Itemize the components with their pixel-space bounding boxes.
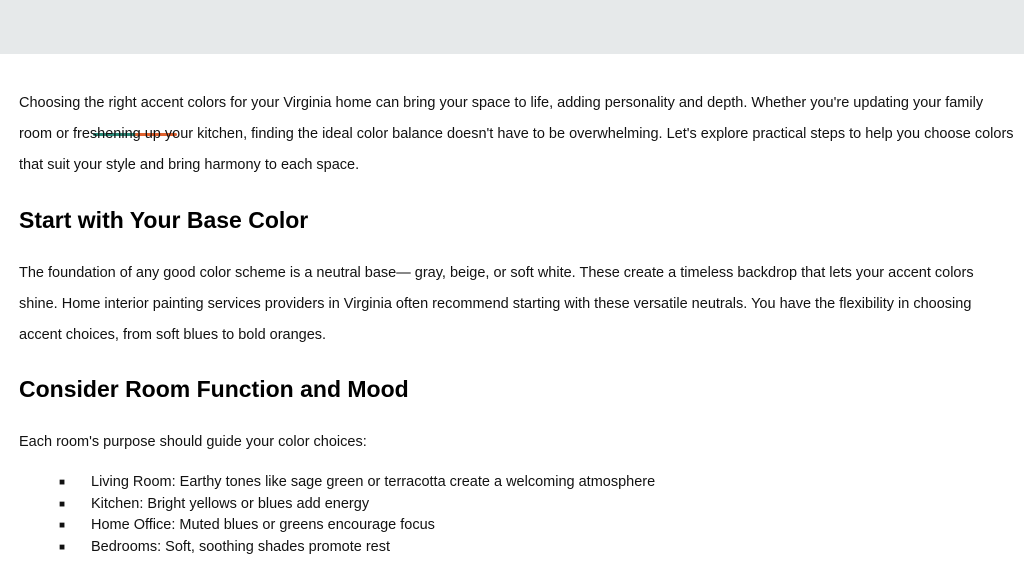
intro-paragraph: Choosing the right accent colors for your Virginia home can bring your space to life, adding personality and depth. Whether you're updating your family room or freshening up your kitchen, finding the ideal color balance doesn't have to be overwhelming. Let's explore practical steps to help you choose colors that suit your style and bring harmony to each space. (19, 95, 1014, 173)
square-bullet-icon: ■ (59, 498, 66, 510)
square-bullet-icon: ■ (59, 541, 66, 553)
section-heading-room-function: Consider Room Function and Mood (19, 376, 409, 402)
section-heading-base-color: Start with Your Base Color (19, 207, 309, 233)
list-item (59, 494, 1015, 516)
square-bullet-icon: ■ (59, 520, 66, 531)
list-item-text: Living Room: Earthy tones like sage green or terracotta create a welcoming atmosphere (91, 474, 656, 490)
list-item (59, 472, 1015, 494)
top-bar (0, 0, 1024, 54)
list-item (59, 537, 1015, 559)
list-item-text: Bedrooms: Soft, soothing shades promote rest (91, 538, 391, 555)
list-item-text: Home Office: Muted blues or greens encourage focus (91, 517, 435, 533)
article-body (19, 88, 1015, 558)
room-color-list (19, 472, 1015, 558)
list-item (59, 515, 1015, 537)
square-bullet-icon: ■ (59, 477, 66, 488)
room-function-paragraph: Each room's purpose should guide your color choices: (19, 434, 367, 450)
base-color-paragraph: The foundation of any good color scheme is a neutral base— gray, beige, or soft white. These create a timeless backdrop that lets your accent colors shine. Home interior painting services providers in Virginia often recommend starting with these versatile neutrals. You have the flexibility in choosing accent choices, from soft blues to bold oranges. (19, 265, 974, 343)
list-item-text: Kitchen: Bright yellows or blues add energy (91, 495, 370, 512)
